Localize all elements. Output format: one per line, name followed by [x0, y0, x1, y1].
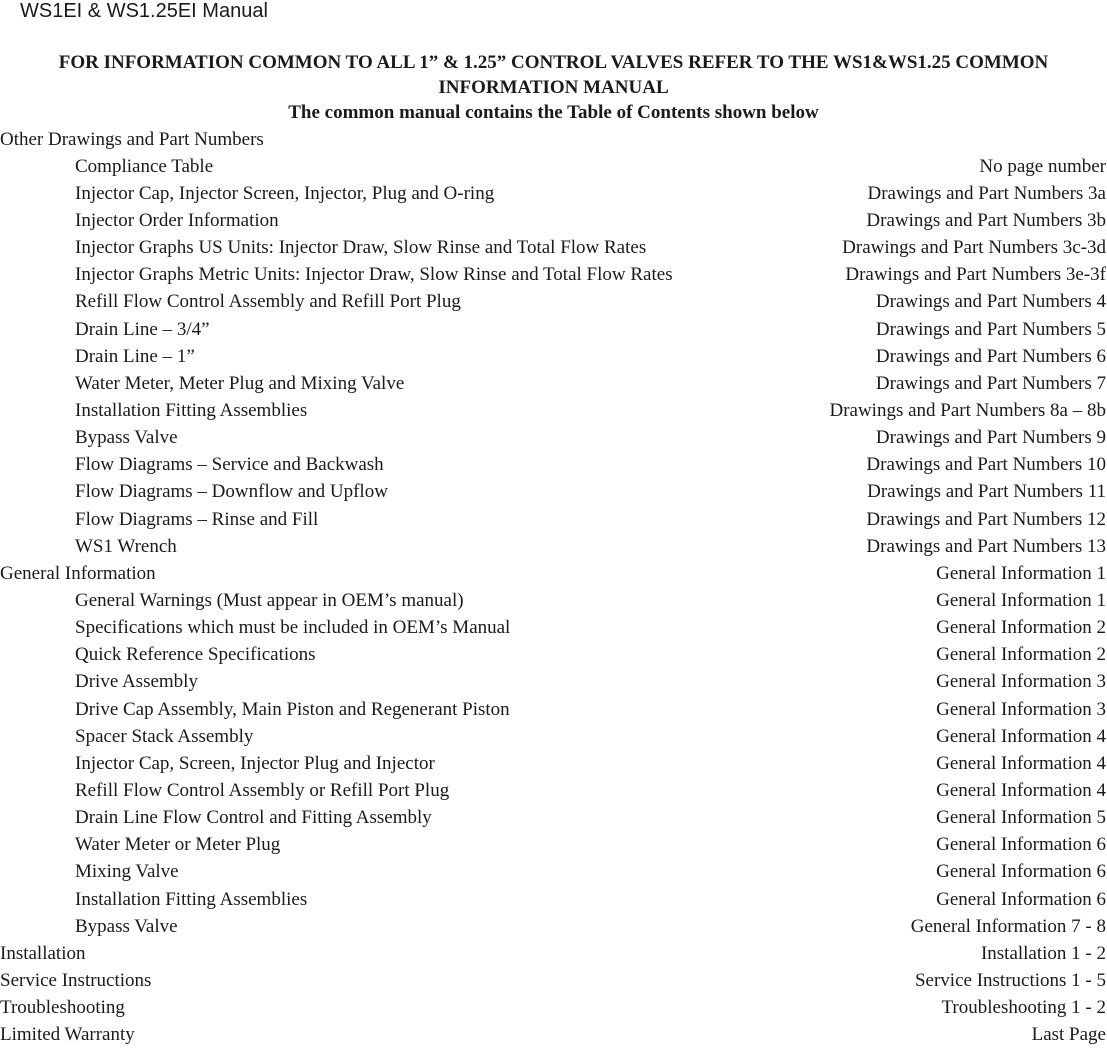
toc-subentry — [0, 180, 1107, 207]
toc-section — [0, 560, 1107, 587]
toc-entry-page-ref: Drawings and Part Numbers 11 — [867, 481, 1106, 503]
toc-entry-label: Water Meter, Meter Plug and Mixing Valve — [75, 372, 405, 394]
toc-entry-label: Bypass Valve — [75, 427, 178, 449]
toc-entry-label: Flow Diagrams – Downflow and Upflow — [75, 481, 388, 503]
toc-subentry — [0, 750, 1107, 777]
toc-section — [0, 126, 1107, 153]
toc-entry-page-ref: Drawings and Part Numbers 10 — [866, 454, 1106, 476]
toc-entry-label: Other Drawings and Part Numbers — [0, 128, 264, 150]
toc-entry-page-ref: Installation 1 - 2 — [980, 942, 1106, 964]
toc-subentry — [0, 533, 1107, 560]
toc-entry-page-ref: General Information 4 — [936, 779, 1106, 801]
toc-entry-label: Injector Graphs US Units: Injector Draw, Slow Rinse and Total Flow Rates — [75, 237, 647, 259]
toc-entry-page-ref: General Information 3 — [936, 671, 1106, 693]
toc-entry-page-ref: General Information 6 — [936, 834, 1106, 856]
toc-subentry — [0, 289, 1107, 316]
toc-entry-page-ref: General Information 5 — [936, 807, 1106, 829]
toc-subentry — [0, 696, 1107, 723]
toc-entry-label: Limited Warranty — [0, 1024, 135, 1046]
toc-entry-label: WS1 Wrench — [75, 535, 177, 557]
toc-entry-label: General Information — [0, 562, 156, 584]
toc-entry-page-ref: Drawings and Part Numbers 9 — [875, 427, 1106, 449]
toc-subentry — [0, 425, 1107, 452]
toc-subentry — [0, 805, 1107, 832]
toc-entry-page-ref: General Information 4 — [936, 752, 1106, 774]
notice-line-2: INFORMATION MANUAL — [438, 77, 669, 98]
toc-subentry — [0, 153, 1107, 180]
toc-entry-label: Installation Fitting Assemblies — [75, 888, 308, 910]
toc-entry-label: Quick Reference Specifications — [75, 644, 316, 666]
toc-entry-label: Injector Order Information — [75, 209, 279, 231]
common-manual-notice — [0, 50, 1107, 125]
toc-subentry — [0, 913, 1107, 940]
toc-entry-label: Drive Cap Assembly, Main Piston and Regenerant Piston — [75, 698, 510, 720]
document-header-title: WS1EI & WS1.25EI Manual — [20, 0, 268, 22]
toc-subentry — [0, 235, 1107, 262]
toc-entry-page-ref: General Information 1 — [936, 562, 1106, 584]
toc-entry-page-ref: Drawings and Part Numbers 8a – 8b — [829, 399, 1106, 421]
table-of-contents — [0, 126, 1107, 1049]
toc-entry-page-ref: Drawings and Part Numbers 4 — [875, 291, 1106, 313]
toc-section — [0, 940, 1107, 967]
toc-entry-page-ref: General Information 2 — [936, 617, 1106, 639]
toc-entry-label: Water Meter or Meter Plug — [75, 834, 281, 856]
toc-entry-page-ref: Drawings and Part Numbers 3e-3f — [845, 264, 1106, 286]
toc-subentry — [0, 886, 1107, 913]
toc-subentry — [0, 587, 1107, 614]
toc-entry-label: Injector Cap, Screen, Injector Plug and Injector — [75, 752, 435, 774]
toc-entry-label: Installation — [0, 942, 86, 964]
toc-entry-label: Injector Graphs Metric Units: Injector Draw, Slow Rinse and Total Flow Rates — [75, 264, 673, 286]
toc-subentry — [0, 479, 1107, 506]
toc-entry-page-ref: Troubleshooting 1 - 2 — [941, 997, 1106, 1019]
toc-subentry — [0, 316, 1107, 343]
toc-subentry — [0, 397, 1107, 424]
toc-section — [0, 995, 1107, 1022]
toc-subentry — [0, 669, 1107, 696]
toc-subentry — [0, 859, 1107, 886]
toc-entry-page-ref: General Information 4 — [936, 725, 1106, 747]
toc-entry-page-ref: General Information 1 — [936, 589, 1106, 611]
toc-entry-page-ref: General Information 6 — [936, 888, 1106, 910]
toc-entry-page-ref: Drawings and Part Numbers 13 — [866, 535, 1106, 557]
toc-entry-page-ref: Drawings and Part Numbers 5 — [875, 318, 1106, 340]
toc-entry-label: Drive Assembly — [75, 671, 198, 693]
toc-entry-page-ref: General Information 2 — [936, 644, 1106, 666]
toc-entry-label: General Warnings (Must appear in OEM’s manual) — [75, 589, 464, 611]
toc-entry-page-ref: Drawings and Part Numbers 3b — [866, 209, 1106, 231]
toc-entry-page-ref: Drawings and Part Numbers 3c-3d — [842, 237, 1106, 259]
toc-subentry — [0, 370, 1107, 397]
toc-subentry — [0, 642, 1107, 669]
toc-subentry — [0, 777, 1107, 804]
toc-entry-page-ref: Last Page — [1031, 1024, 1106, 1046]
toc-entry-page-ref: Service Instructions 1 - 5 — [914, 969, 1106, 991]
toc-entry-label: Refill Flow Control Assembly or Refill Port Plug — [75, 779, 450, 801]
toc-entry-page-ref: Drawings and Part Numbers 6 — [875, 345, 1106, 367]
toc-entry-page-ref: General Information 3 — [936, 698, 1106, 720]
toc-entry-label: Drain Line Flow Control and Fitting Assembly — [75, 807, 432, 829]
toc-entry-label: Installation Fitting Assemblies — [75, 399, 308, 421]
toc-subentry — [0, 615, 1107, 642]
toc-entry-label: Refill Flow Control Assembly and Refill Port Plug — [75, 291, 461, 313]
toc-entry-page-ref: Drawings and Part Numbers 12 — [866, 508, 1106, 530]
toc-entry-label: Flow Diagrams – Rinse and Fill — [75, 508, 319, 530]
toc-entry-label: Drain Line – 1” — [75, 345, 195, 367]
toc-entry-label: Mixing Valve — [75, 861, 179, 883]
toc-subentry — [0, 832, 1107, 859]
toc-entry-page-ref: Drawings and Part Numbers 7 — [875, 372, 1106, 394]
toc-section — [0, 967, 1107, 994]
toc-entry-label: Service Instructions — [0, 969, 152, 991]
toc-entry-page-ref: Drawings and Part Numbers 3a — [867, 182, 1106, 204]
toc-entry-label: Troubleshooting — [0, 997, 125, 1019]
toc-entry-label: Bypass Valve — [75, 915, 178, 937]
toc-entry-label: Spacer Stack Assembly — [75, 725, 254, 747]
notice-line-1: FOR INFORMATION COMMON TO ALL 1” & 1.25” CONTROL VALVES REFER TO THE WS1&WS1.25 COMMON — [58, 52, 1049, 73]
toc-subentry — [0, 506, 1107, 533]
toc-entry-page-ref: No page number — [979, 155, 1106, 177]
toc-entry-label: Compliance Table — [75, 155, 214, 177]
toc-entry-page-ref: General Information 7 - 8 — [910, 915, 1106, 937]
toc-subentry — [0, 452, 1107, 479]
toc-subentry — [0, 343, 1107, 370]
toc-entry-label: Drain Line – 3/4” — [75, 318, 210, 340]
notice-line-3: The common manual contains the Table of Contents shown below — [288, 102, 819, 123]
toc-subentry — [0, 207, 1107, 234]
toc-entry-label: Flow Diagrams – Service and Backwash — [75, 454, 384, 476]
toc-entry-label: Injector Cap, Injector Screen, Injector, Plug and O-ring — [75, 182, 495, 204]
toc-subentry — [0, 723, 1107, 750]
toc-entry-label: Specifications which must be included in OEM’s Manual — [75, 617, 511, 639]
toc-entry-page-ref: General Information 6 — [936, 861, 1106, 883]
toc-subentry — [0, 262, 1107, 289]
